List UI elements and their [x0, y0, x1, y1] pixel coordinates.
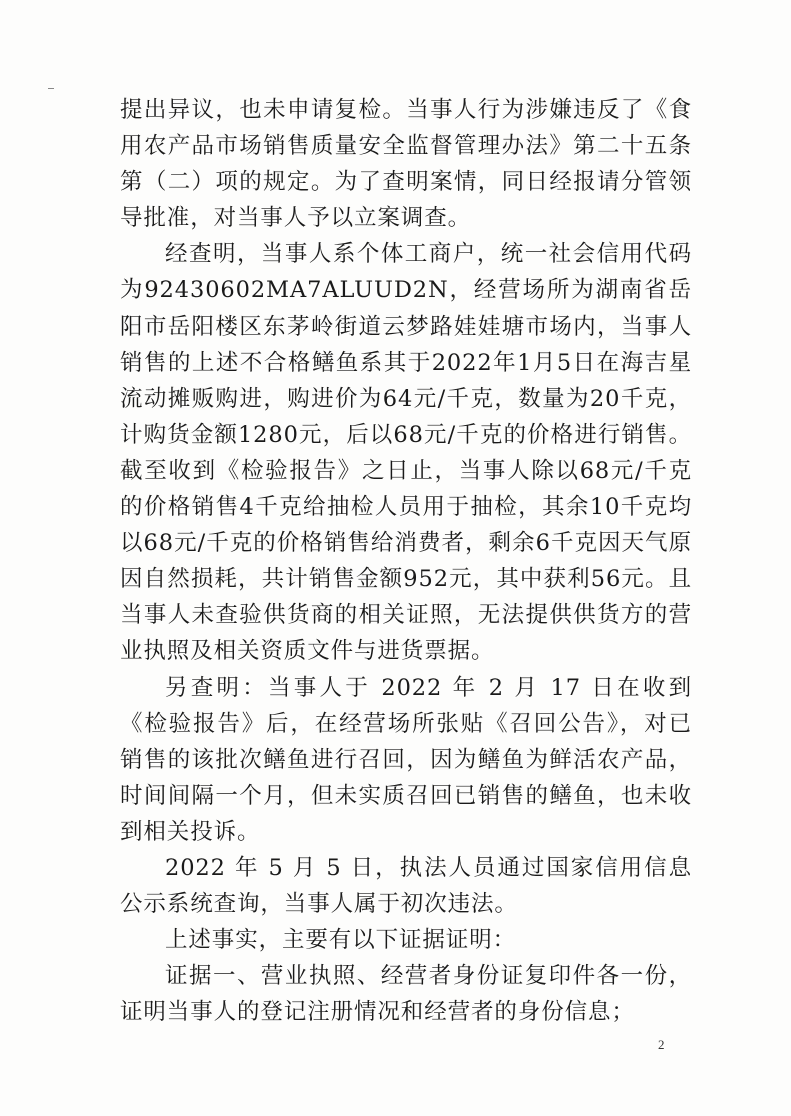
- paragraph-evidence-one: 证据一、营业执照、经营者身份证复印件各一份，证明当事人的登记注册情况和经营者的身份信息；: [120, 963, 692, 1026]
- document-body: [120, 92, 692, 1030]
- paragraph-continuation: 提出异议，也未申请复检。当事人行为涉嫌违反了《食用农产品市场销售质量安全监督管理办法》第二十五条第（二）项的规定。为了查明案情，同日经报请分管领导批准，对当事人予以立案调查。: [120, 97, 692, 232]
- paragraph-investigation-findings: 经查明，当事人系个体工商户，统一社会信用代码为92430602MA7ALUUD2N，经营场所为湖南省岳阳市岳阳楼区东茅岭街道云梦路娃娃塘市场内，当事人销售的上述不合格鳝鱼系其于2022年1月5日在海吉星流动摊贩购进，购进价为64元/千克，数量为20千克，计购货金额1280元，后以68元/千克的价格进行销售。截至收到《检验报告》之日止，当事人除以68元/千克的价格销售4千克给抽检人员用于抽检，其余10千克均以68元/千克的价格销售给消费者，剩余6千克因天气原因自然损耗，共计销售金额952元，其中获利56元。且当事人未查验供货商的相关证照，无法提供供货方的营业执照及相关资质文件与进货票据。: [120, 241, 692, 665]
- paragraph-additional-findings: 另查明：当事人于 2022 年 2 月 17 日在收到《检验报告》后，在经营场所张贴《召回公告》，对已销售的该批次鳝鱼进行召回，因为鳝鱼为鲜活农产品，时间间隔一个月，但未实质召回已销售的鳝鱼，也未收到相关投诉。: [120, 674, 692, 845]
- paragraph-credit-query: 2022 年 5 月 5 日，执法人员通过国家信用信息公示系统查询，当事人属于初次违法。: [120, 854, 692, 918]
- page-number: 2: [658, 1037, 665, 1052]
- paragraph-evidence-intro: 上述事实，主要有以下证据证明：: [165, 927, 517, 954]
- scan-mark: [48, 88, 54, 89]
